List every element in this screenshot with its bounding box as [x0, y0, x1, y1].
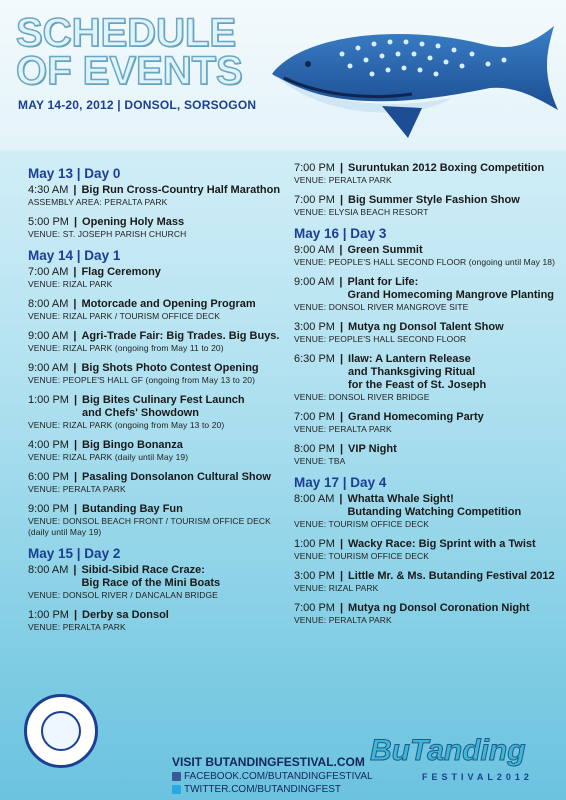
logo-subtext: FESTIVAL2012: [422, 772, 533, 782]
separator: |: [339, 353, 344, 365]
event-item: [28, 330, 290, 354]
separator: |: [73, 362, 77, 374]
event-name: Butanding Bay Fun: [82, 503, 183, 515]
day-heading: May 14 | Day 1: [28, 248, 121, 263]
event-venue: VENUE: PEOPLE'S HALL SECOND FLOOR: [294, 334, 467, 344]
event-time: 9:00 AM: [28, 330, 69, 342]
separator: |: [73, 330, 77, 342]
event-line: [28, 184, 290, 197]
separator: |: [73, 503, 78, 515]
event-time: 6:00 PM: [28, 471, 69, 483]
event-line: [294, 162, 556, 175]
event-name: Mutya ng Donsol Talent Show: [348, 321, 504, 333]
event-line: [28, 362, 290, 375]
twitter-url: TWITTER.COM/BUTANDINGFEST: [184, 784, 342, 795]
facebook-icon: [172, 772, 181, 781]
event-item: [28, 298, 290, 322]
event-name: Mutya ng Donsol Coronation Night: [348, 602, 530, 614]
day-heading: May 13 | Day 0: [28, 166, 121, 181]
seal-emblem-icon: [41, 711, 81, 751]
event-time: 9:00 AM: [28, 362, 69, 374]
event-venue: VENUE: DONSOL RIVER / DANCALAN BRIDGE: [28, 590, 218, 600]
event-item: [294, 321, 556, 345]
event-line: [28, 564, 290, 590]
event-venue: VENUE: PERALTA PARK: [294, 175, 392, 185]
event-time: 3:00 PM: [294, 570, 335, 582]
separator: |: [339, 244, 343, 256]
event-name: Green Summit: [347, 244, 423, 256]
event-line: [294, 353, 556, 392]
event-line: [28, 609, 290, 622]
event-venue: VENUE: DONSOL RIVER MANGROVE SITE: [294, 302, 469, 312]
event-time: 7:00 PM: [294, 162, 335, 174]
website-link[interactable]: VISIT BUTANDINGFESTIVAL.COM: [172, 755, 365, 769]
event-name: Whatta Whale Sight! Butanding Watching Competition: [347, 493, 522, 518]
event-line: [294, 321, 556, 334]
event-venue: VENUE: PERALTA PARK: [28, 484, 126, 494]
event-line: [294, 443, 556, 456]
separator: |: [73, 394, 78, 406]
separator: |: [339, 162, 344, 174]
event-venue: VENUE: TOURISM OFFICE DECK: [294, 519, 429, 529]
event-item: [28, 184, 290, 208]
event-item: [294, 538, 556, 562]
event-name: Big Bingo Bonanza: [82, 439, 183, 451]
event-item: [28, 471, 290, 495]
event-venue: VENUE: PERALTA PARK: [294, 424, 392, 434]
event-name: Motorcade and Opening Program: [81, 298, 256, 310]
facebook-link[interactable]: [172, 771, 373, 782]
event-item: [294, 443, 556, 467]
event-item: [28, 362, 290, 386]
event-item: [294, 602, 556, 626]
event-item: [294, 162, 556, 186]
separator: |: [73, 471, 78, 483]
event-venue: VENUE: PEOPLE'S HALL GF (ongoing from May 13 to 20): [28, 375, 256, 385]
event-name: VIP Night: [348, 443, 397, 455]
event-line: [294, 493, 556, 519]
event-item: [294, 411, 556, 435]
event-time: 7:00 AM: [28, 266, 69, 278]
event-venue: VENUE: TOURISM OFFICE DECK: [294, 551, 429, 561]
twitter-link[interactable]: [172, 784, 341, 795]
separator: |: [339, 276, 343, 288]
separator: |: [339, 570, 344, 582]
event-name: Big Run Cross-Country Half Marathon: [81, 184, 281, 196]
day-heading: May 15 | Day 2: [28, 546, 121, 561]
event-name: Grand Homecoming Party: [348, 411, 484, 423]
event-venue: ASSEMBLY AREA: PERALTA PARK: [28, 197, 168, 207]
separator: |: [73, 216, 78, 228]
event-venue: VENUE: RIZAL PARK (daily until May 19): [28, 452, 189, 462]
event-time: 6:30 PM: [294, 353, 335, 365]
separator: |: [339, 538, 344, 550]
event-venue: VENUE: RIZAL PARK: [294, 583, 379, 593]
butanding-festival-logo: [362, 730, 562, 790]
event-time: 7:00 PM: [294, 194, 335, 206]
event-name: Suruntukan 2012 Boxing Competition: [348, 162, 545, 174]
separator: |: [339, 443, 344, 455]
whale-shark-icon: [262, 14, 562, 144]
event-item: [28, 503, 290, 538]
event-venue: VENUE: RIZAL PARK (ongoing from May 11 to 20): [28, 343, 224, 353]
event-time: 8:00 AM: [294, 493, 335, 505]
event-item: [28, 394, 290, 431]
title-line-1: SCHEDULE: [16, 11, 237, 55]
event-time: 8:00 PM: [294, 443, 335, 455]
event-name: Big Summer Style Fashion Show: [348, 194, 520, 206]
event-line: [294, 602, 556, 615]
event-venue: VENUE: RIZAL PARK (ongoing from May 13 to 20): [28, 420, 225, 430]
event-venue: VENUE: PERALTA PARK: [294, 615, 392, 625]
event-item: [294, 570, 556, 594]
event-venue: VENUE: RIZAL PARK / TOURISM OFFICE DECK: [28, 311, 221, 321]
event-line: [28, 439, 290, 452]
event-item: [294, 194, 556, 218]
separator: |: [339, 493, 343, 505]
event-time: 9:00 AM: [294, 244, 335, 256]
schedule-left-column: [28, 162, 290, 641]
event-time: 8:00 AM: [28, 564, 69, 576]
event-name: Derby sa Donsol: [82, 609, 169, 621]
facebook-url: FACEBOOK.COM/BUTANDINGFESTIVAL: [184, 771, 373, 782]
event-line: [28, 330, 290, 343]
event-venue: VENUE: TBA: [294, 456, 346, 466]
event-line: [294, 276, 556, 302]
title-line-2: OF EVENTS: [16, 49, 243, 93]
event-name: Wacky Race: Big Sprint with a Twist: [348, 538, 536, 550]
event-item: [294, 353, 556, 403]
event-name: Ilaw: A Lantern Release and Thanksgiving Ritual for the Feast of St. Joseph: [348, 353, 487, 391]
event-name: Sibid-Sibid Race Craze: Big Race of the Mini Boats: [81, 564, 221, 589]
event-name: Pasaling Donsolanon Cultural Show: [82, 471, 271, 483]
event-time: 7:00 PM: [294, 602, 335, 614]
event-line: [294, 244, 556, 257]
separator: |: [73, 298, 77, 310]
separator: |: [73, 184, 77, 196]
event-venue: VENUE: PERALTA PARK: [28, 622, 126, 632]
donsol-seal-icon: [24, 694, 98, 768]
event-item: [28, 564, 290, 601]
event-line: [294, 411, 556, 424]
event-venue: VENUE: PEOPLE'S HALL SECOND FLOOR (ongoing until May 18): [294, 257, 556, 267]
event-venue: VENUE: ST. JOSEPH PARISH CHURCH: [28, 229, 187, 239]
separator: |: [339, 194, 344, 206]
event-time: 4:30 AM: [28, 184, 69, 196]
separator: |: [73, 266, 77, 278]
event-time: 1:00 PM: [28, 609, 69, 621]
event-line: [28, 298, 290, 311]
event-item: [28, 216, 290, 240]
event-item: [28, 266, 290, 290]
event-line: [294, 538, 556, 551]
event-venue: VENUE: DONSOL BEACH FRONT / TOURISM OFFICE DECK (daily until May 19): [28, 516, 271, 537]
twitter-icon: [172, 785, 181, 794]
day-heading: May 16 | Day 3: [294, 226, 387, 241]
event-item: [294, 493, 556, 530]
page-title: [16, 11, 243, 93]
event-time: 4:00 PM: [28, 439, 69, 451]
event-time: 1:00 PM: [294, 538, 335, 550]
event-name: Plant for Life: Grand Homecoming Mangrove Planting: [347, 276, 555, 301]
event-name: Big Shots Photo Contest Opening: [81, 362, 259, 374]
separator: |: [73, 609, 78, 621]
day-heading: May 17 | Day 4: [294, 475, 387, 490]
event-item: [294, 276, 556, 313]
event-item: [294, 244, 556, 268]
event-time: 5:00 PM: [28, 216, 69, 228]
schedule-right-column: [294, 162, 556, 634]
logo-text: BuTanding: [370, 734, 526, 767]
event-line: [294, 570, 556, 583]
event-time: 1:00 PM: [28, 394, 69, 406]
event-line: [28, 471, 290, 484]
event-time: 9:00 PM: [28, 503, 69, 515]
event-item: [28, 439, 290, 463]
event-time: 9:00 AM: [294, 276, 335, 288]
event-venue: VENUE: RIZAL PARK: [28, 279, 113, 289]
separator: |: [339, 321, 344, 333]
event-line: [28, 503, 290, 516]
event-dates: MAY 14-20, 2012 | DONSOL, SORSOGON: [18, 98, 257, 112]
event-line: [294, 194, 556, 207]
event-time: 7:00 PM: [294, 411, 335, 423]
event-line: [28, 266, 290, 279]
separator: |: [73, 564, 77, 576]
separator: |: [73, 439, 78, 451]
event-name: Little Mr. & Ms. Butanding Festival 2012: [348, 570, 555, 582]
event-name: Agri-Trade Fair: Big Trades. Big Buys.: [81, 330, 280, 342]
event-line: [28, 394, 290, 420]
event-name: Opening Holy Mass: [82, 216, 185, 228]
event-venue: VENUE: ELYSIA BEACH RESORT: [294, 207, 429, 217]
event-item: [28, 609, 290, 633]
separator: |: [339, 602, 344, 614]
event-line: [28, 216, 290, 229]
header: [0, 0, 566, 150]
event-name: Big Bites Culinary Fest Launch and Chefs' Showdown: [82, 394, 245, 419]
event-venue: VENUE: DONSOL RIVER BRIDGE: [294, 392, 430, 402]
event-name: Flag Ceremony: [81, 266, 161, 278]
separator: |: [339, 411, 344, 423]
event-time: 3:00 PM: [294, 321, 335, 333]
event-time: 8:00 AM: [28, 298, 69, 310]
